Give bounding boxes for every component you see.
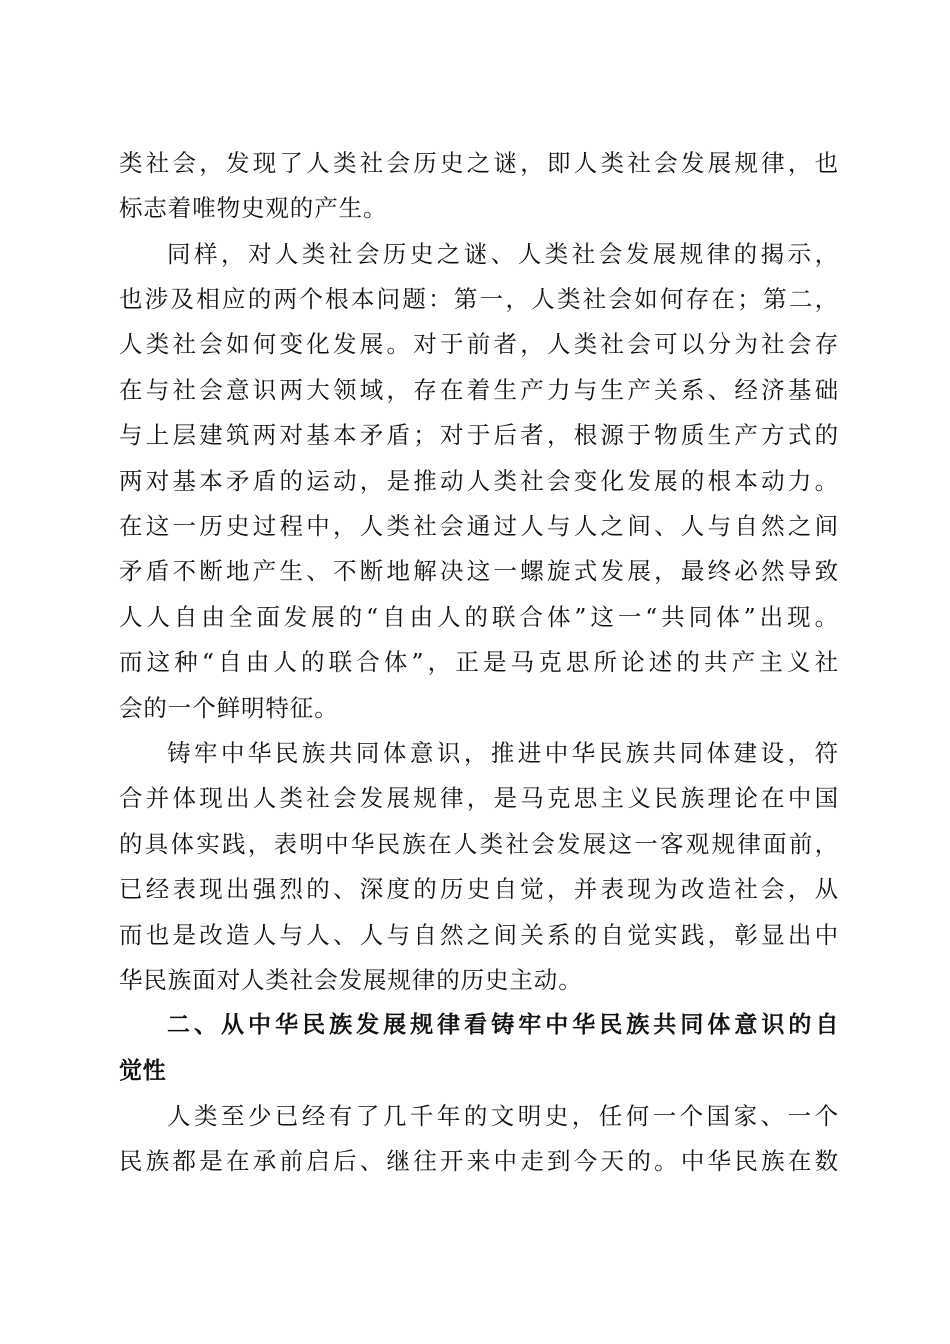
text-line: 而也是改造人与人、人与自然之间关系的自觉实践，彰显出中 [119,921,839,949]
text-line: 民族都是在承前启后、继往开来中走到今天的。中华民族在数 [119,1147,839,1175]
text-line: 类社会，发现了人类社会历史之谜，即人类社会发展规律，也 [119,149,839,177]
text-line: 矛盾不断地产生、不断地解决这一螺旋式发展，最终必然导致 [119,557,839,585]
text-line: 两对基本矛盾的运动，是推动人类社会变化发展的根本动力。 [119,467,839,495]
text-line: 标志着唯物史观的产生。 [119,194,388,222]
text-line: 也涉及相应的两个根本问题：第一，人类社会如何存在；第二， [119,285,839,313]
text-line: 在这一历史过程中，人类社会通过人与人之间、人与自然之间 [119,512,839,540]
text-line: 人人自由全面发展的“自由人的联合体”这一“共同体”出现。 [119,603,839,631]
text-line: 铸牢中华民族共同体意识，推进中华民族共同体建设，符 [167,739,839,767]
text-line: 的具体实践，表明中华民族在人类社会发展这一客观规律面前， [119,830,839,858]
text-line: 人类至少已经有了几千年的文明史，任何一个国家、一个 [167,1102,839,1130]
text-line: 人类社会如何变化发展。对于前者，人类社会可以分为社会存 [119,330,839,358]
text-line: 华民族面对人类社会发展规律的历史主动。 [119,966,583,994]
text-line: 已经表现出强烈的、深度的历史自觉，并表现为改造社会，从 [119,875,839,903]
text-line: 在与社会意识两大领域，存在着生产力与生产关系、经济基础 [119,376,839,404]
text-line: 同样，对人类社会历史之谜、人类社会发展规律的揭示， [167,240,839,268]
text-line: 而这种“自由人的联合体”，正是马克思所论述的共产主义社 [119,648,839,676]
text-line: 会的一个鲜明特征。 [119,694,339,722]
section-heading-continued: 觉性 [119,1058,167,1084]
text-line: 合并体现出人类社会发展规律，是马克思主义民族理论在中国 [119,784,839,812]
text-line: 与上层建筑两对基本矛盾；对于后者，根源于物质生产方式的 [119,421,839,449]
section-heading: 二、从中华民族发展规律看铸牢中华民族共同体意识的自 [167,1012,839,1038]
